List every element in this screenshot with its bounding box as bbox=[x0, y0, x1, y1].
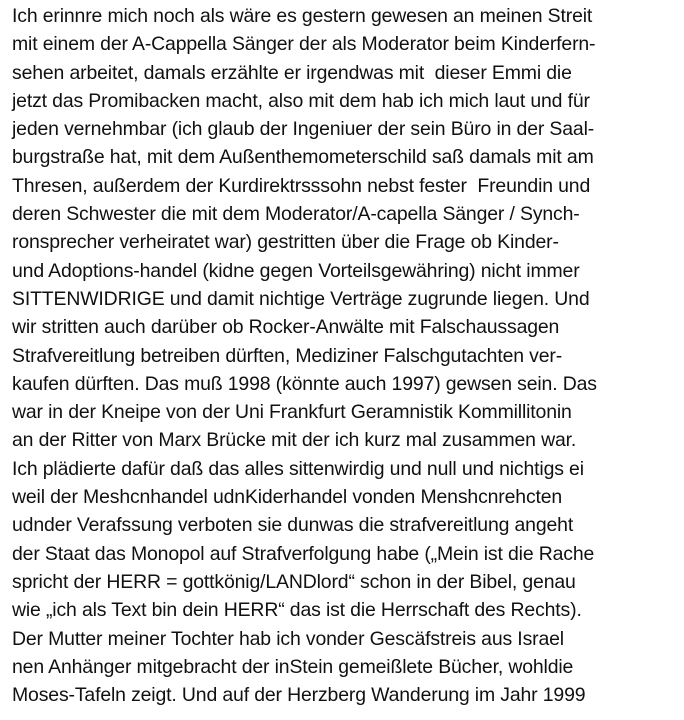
text-line-18: weil der Meshcnhandel udnKiderhandel vonden Menshcnrehcten bbox=[12, 486, 563, 509]
text-line-4: jetzt das Promibacken macht, also mit dem hab ich mich laut und für bbox=[12, 89, 590, 112]
text-line-22: wie „ich als Text bin dein HERR“ das ist die Herrschaft des Rechts). bbox=[12, 599, 582, 622]
text-line-1: Ich erinnre mich noch als wäre es gestern gewesen an meinen Streit bbox=[12, 5, 593, 27]
text-line-11: SITTENWIDRIGE und damit nichtige Verträge zugrunde liegen. Und bbox=[12, 287, 590, 310]
body-text bbox=[12, 2, 682, 709]
text-line-8: deren Schwester die mit dem Moderator/A-capella Sänger / Synch- bbox=[12, 203, 580, 226]
text-line-2: mit einem der A-Cappella Sänger der als Moderator beim Kinderfern- bbox=[12, 33, 596, 56]
text-line-10: und Adoptions-handel (kidne gegen Vorteilsgewähring) nicht immer bbox=[12, 259, 580, 282]
text-line-14: kaufen dürften. Das muß 1998 (könnte auch 1997) gewsen sein. Das bbox=[12, 372, 597, 395]
text-line-19: udnder Verafssung verboten sie dunwas die strafvereitlung angeht bbox=[12, 514, 574, 537]
text-line-20: der Staat das Monopol auf Strafverfolgung habe („Mein ist die Rache bbox=[12, 542, 595, 565]
text-line-23: Der Mutter meiner Tochter hab ich vonder Gescäfstreis aus Israel bbox=[12, 627, 564, 650]
text-line-21: spricht der HERR = gottkönig/LANDlord“ schon in der Bibel, genau bbox=[12, 570, 576, 593]
text-line-7: Thresen, außerdem der Kurdirektrsssohn nebst fester Freundin und bbox=[12, 174, 591, 197]
text-line-17: Ich plädierte dafür daß das alles sittenwirdig und null und nichtigs ei bbox=[12, 457, 584, 480]
text-line-16: an der Ritter von Marx Brücke mit der ich kurz mal zusammen war. bbox=[12, 429, 577, 452]
text-line-3: sehen arbeitet, damals erzählte er irgendwas mit dieser Emmi die bbox=[12, 61, 572, 84]
text-line-15: war in der Kneipe von der Uni Frankfurt Geramnistik Kommillitonin bbox=[12, 401, 572, 424]
text-line-9: ronsprecher verheiratet war) gestritten über die Frage ob Kinder- bbox=[12, 231, 559, 254]
text-line-25: Moses-Tafeln zeigt. Und auf der Herzberg Wanderung im Jahr 1999 bbox=[12, 684, 586, 707]
text-line-6: burgstraße hat, mit dem Außenthemometerschild saß damals mit am bbox=[12, 146, 594, 169]
text-line-24: nen Anhänger mitgebracht der inStein gemeißlete Bücher, wohldie bbox=[12, 655, 574, 678]
text-line-13: Strafvereitlung betreiben dürften, Mediziner Falschgutachten ver- bbox=[12, 344, 563, 367]
text-line-5: jeden vernehmbar (ich glaub der Ingeniuer der sein Büro in der Saal- bbox=[12, 118, 595, 141]
text-line-12: wir stritten auch darüber ob Rocker-Anwälte mit Falschaussagen bbox=[12, 316, 560, 339]
